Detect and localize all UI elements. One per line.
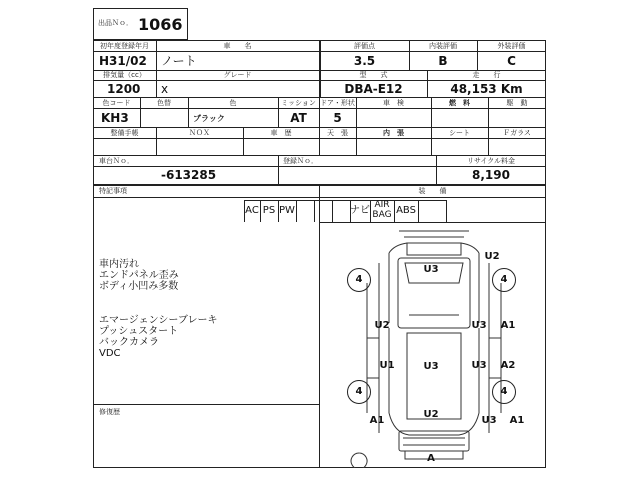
equipment-item: AC bbox=[245, 205, 259, 216]
note-line: バックカメラ bbox=[99, 337, 159, 348]
color-code-value: KH3 bbox=[101, 111, 129, 125]
model-code-label: 型 式 bbox=[359, 71, 388, 79]
roof-lining-label: 天 張 bbox=[327, 129, 348, 137]
damage-mark: U3 bbox=[481, 415, 497, 426]
damage-mark: A1 bbox=[500, 320, 516, 331]
recycle-fee-label: リサイクル料金 bbox=[466, 157, 516, 165]
model-code-value: DBA-E12 bbox=[344, 82, 403, 96]
lot-number-value: 1066 bbox=[138, 15, 183, 34]
reg-date-label: 初年度登録年月 bbox=[100, 42, 149, 50]
note-line: エマージェンシーブレーキ bbox=[99, 315, 218, 326]
damage-mark: U3 bbox=[423, 361, 439, 372]
car-name-label: 車 名 bbox=[223, 42, 252, 50]
damage-mark: A bbox=[427, 453, 435, 464]
displacement-label: 排気量（cc） bbox=[103, 71, 146, 79]
damage-mark: 4 bbox=[500, 386, 508, 397]
damage-mark: U3 bbox=[471, 320, 487, 331]
damage-mark: U1 bbox=[379, 360, 395, 371]
note-line: VDC bbox=[99, 348, 121, 359]
mission-value: AT bbox=[290, 111, 307, 125]
chassis-no-label: 車台Ｎｏ． bbox=[99, 157, 134, 165]
color-value: ブラック bbox=[193, 114, 225, 123]
front-glass-label: Ｆガラス bbox=[503, 129, 531, 137]
inspection-label: 車 検 bbox=[383, 99, 404, 107]
damage-mark: A1 bbox=[509, 415, 525, 426]
equipment-item: ナビ bbox=[350, 205, 370, 216]
color-label: 色 bbox=[229, 99, 237, 107]
damage-mark: U3 bbox=[471, 360, 487, 371]
equipment-item: ABS bbox=[396, 205, 416, 216]
score-value: 3.5 bbox=[353, 54, 376, 68]
displacement-value: 1200 bbox=[107, 82, 141, 96]
note-line: 車内汚れ bbox=[99, 259, 139, 270]
equipment-item: PS bbox=[262, 205, 276, 216]
score-label: 評価点 bbox=[354, 42, 375, 50]
chassis-no-value: -613285 bbox=[161, 168, 217, 182]
auction-sheet bbox=[93, 0, 546, 468]
note-line: プッシュスタート bbox=[99, 326, 179, 337]
lot-number-label: 出品Ｎｏ． bbox=[98, 19, 133, 27]
service-book-label: 整備手帳 bbox=[110, 129, 139, 137]
grade-value: x bbox=[161, 82, 169, 96]
mileage-label: 走 行 bbox=[472, 71, 501, 79]
damage-mark: A2 bbox=[500, 360, 516, 371]
recycle-fee-value: 8,190 bbox=[472, 168, 510, 182]
damage-mark: U2 bbox=[423, 409, 439, 420]
damage-mark: 4 bbox=[500, 274, 508, 285]
drive-label: 駆 動 bbox=[506, 99, 528, 107]
damage-mark: U3 bbox=[423, 264, 439, 275]
equipment-item: PW bbox=[279, 205, 295, 216]
car-damage-diagram bbox=[319, 223, 546, 468]
reg-date-value: H31/02 bbox=[99, 54, 147, 68]
note-line: ボディ小凹み多数 bbox=[99, 281, 179, 292]
repair-history-label: 修復歴 bbox=[99, 408, 120, 416]
nox-label: ＮＯＸ bbox=[189, 129, 210, 137]
mission-label: ミッション bbox=[281, 99, 316, 107]
note-line: エンドパネル歪み bbox=[99, 270, 179, 281]
equipment-label: 装 備 bbox=[418, 187, 447, 195]
equipment-item: AIR BAG bbox=[372, 200, 392, 220]
interior-lining-label: 内 張 bbox=[383, 129, 404, 137]
damage-mark: A1 bbox=[369, 415, 385, 426]
doors-label: ドア・形状 bbox=[320, 99, 355, 107]
history-label: 車 歴 bbox=[270, 129, 292, 137]
color-change-label: 色替 bbox=[157, 99, 171, 107]
grade-label: グレード bbox=[223, 71, 252, 79]
damage-mark: U2 bbox=[484, 251, 500, 262]
fuel-label: 燃 料 bbox=[449, 99, 470, 107]
mileage-value: 48,153 Km bbox=[450, 82, 523, 96]
lot-number-box bbox=[93, 8, 188, 40]
color-code-label: 色コード bbox=[102, 99, 131, 107]
seat-label: シート bbox=[449, 129, 470, 137]
notes-label: 特記事項 bbox=[99, 187, 127, 195]
exterior-score-label: 外装評価 bbox=[497, 42, 526, 50]
interior-score-label: 内装評価 bbox=[429, 42, 457, 50]
damage-mark: 4 bbox=[355, 386, 363, 397]
exterior-score-value: C bbox=[507, 54, 516, 68]
doors-value: 5 bbox=[333, 111, 342, 125]
registration-no-label: 登録Ｎｏ． bbox=[283, 157, 318, 165]
damage-mark: 4 bbox=[355, 274, 363, 285]
damage-mark: U2 bbox=[374, 320, 390, 331]
interior-score-value: B bbox=[438, 54, 448, 68]
car-name-value: ノート bbox=[161, 54, 197, 68]
